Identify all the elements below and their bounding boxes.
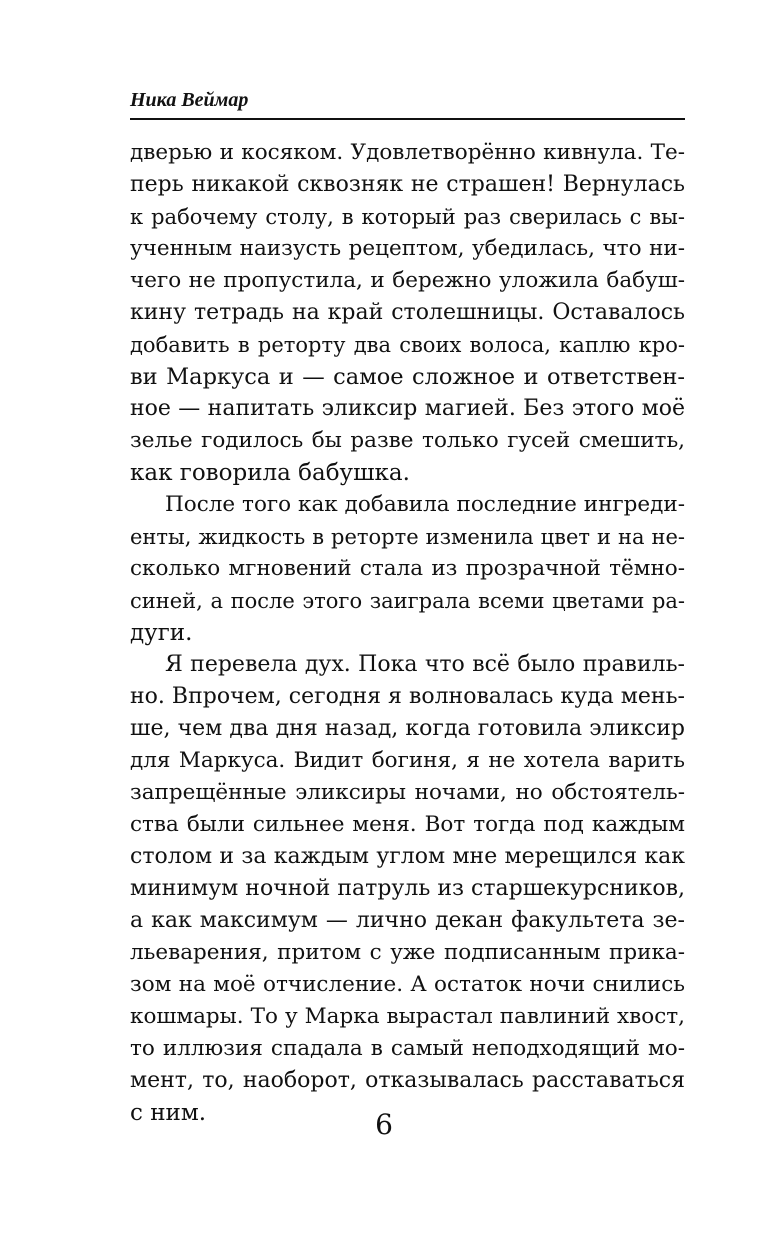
text-line: к рабочему столу, в который раз сверилась с вы-	[130, 205, 685, 229]
text-line: запрещённые эликсиры ночами, но обстоятель-	[130, 780, 685, 805]
text-line: добавить в реторту два своих волоса, каплю кро-	[130, 333, 685, 357]
text-line: дверью и косяком. Удовлетворённо кивнула. Те-	[130, 140, 685, 165]
text-line: то иллюзия спадала в самый неподходящий мо-	[130, 1036, 685, 1061]
text-line: ства были сильнее меня. Вот тогда под каждым	[130, 812, 685, 837]
text-line: ви Маркуса и — самое сложное и ответствен-	[130, 364, 685, 390]
text-line: но. Впрочем, сегодня я волновалась куда мень-	[130, 684, 685, 709]
paragraph	[130, 649, 685, 1129]
text-line: зом на моё отчисление. А остаток ночи снились	[130, 972, 685, 997]
header-rule	[130, 118, 685, 120]
text-line: После того как добавила последние ингреди-	[165, 492, 685, 517]
text-line: перь никакой сквозняк не страшен! Вернулась	[130, 172, 685, 197]
text-line: а как максимум — лично декан факультета зе-	[130, 908, 685, 933]
page-number: 6	[375, 1108, 393, 1141]
body-text	[130, 137, 685, 1129]
text-line: кину тетрадь на край столешницы. Оставалось	[130, 300, 685, 325]
text-line: мент, то, наоборот, отказывалась расставаться	[130, 1068, 685, 1093]
text-line: Я перевела дух. Пока что всё было правиль-	[165, 652, 685, 677]
running-header-author: Ника Веймар	[130, 89, 249, 111]
text-line: ное — напитать эликсир магией. Без этого моё	[130, 396, 685, 421]
text-line: для Маркуса. Видит богиня, я не хотела варить	[130, 748, 685, 773]
text-line: с ним.	[130, 1100, 207, 1126]
text-line: дуги.	[130, 620, 193, 646]
text-line: чего не пропустила, и бережно уложила бабуш-	[130, 268, 685, 293]
text-line: как говорила бабушка.	[130, 460, 410, 486]
paragraph	[130, 137, 685, 489]
text-line: енты, жидкость в реторте изменила цвет и на не-	[130, 525, 685, 549]
text-line: ученным наизусть рецептом, убедилась, что ни-	[130, 236, 685, 261]
text-line: сколько мгновений стала из прозрачной тёмно-	[130, 556, 685, 581]
text-line: зелье годилось бы разве только гусей смешить,	[130, 428, 685, 453]
text-line: льеварения, притом с уже подписанным прика-	[130, 940, 685, 965]
text-line: синей, а после этого заиграла всеми цветами ра-	[130, 589, 685, 613]
text-line: столом и за каждым углом мне мерещился как	[130, 844, 685, 869]
text-line: ше, чем два дня назад, когда готовила эликсир	[130, 716, 685, 741]
paragraph	[130, 489, 685, 649]
text-line: кошмары. То у Марка вырастал павлиний хвост,	[130, 1004, 685, 1029]
text-line: минимум ночной патруль из старшекурсников,	[130, 876, 685, 901]
